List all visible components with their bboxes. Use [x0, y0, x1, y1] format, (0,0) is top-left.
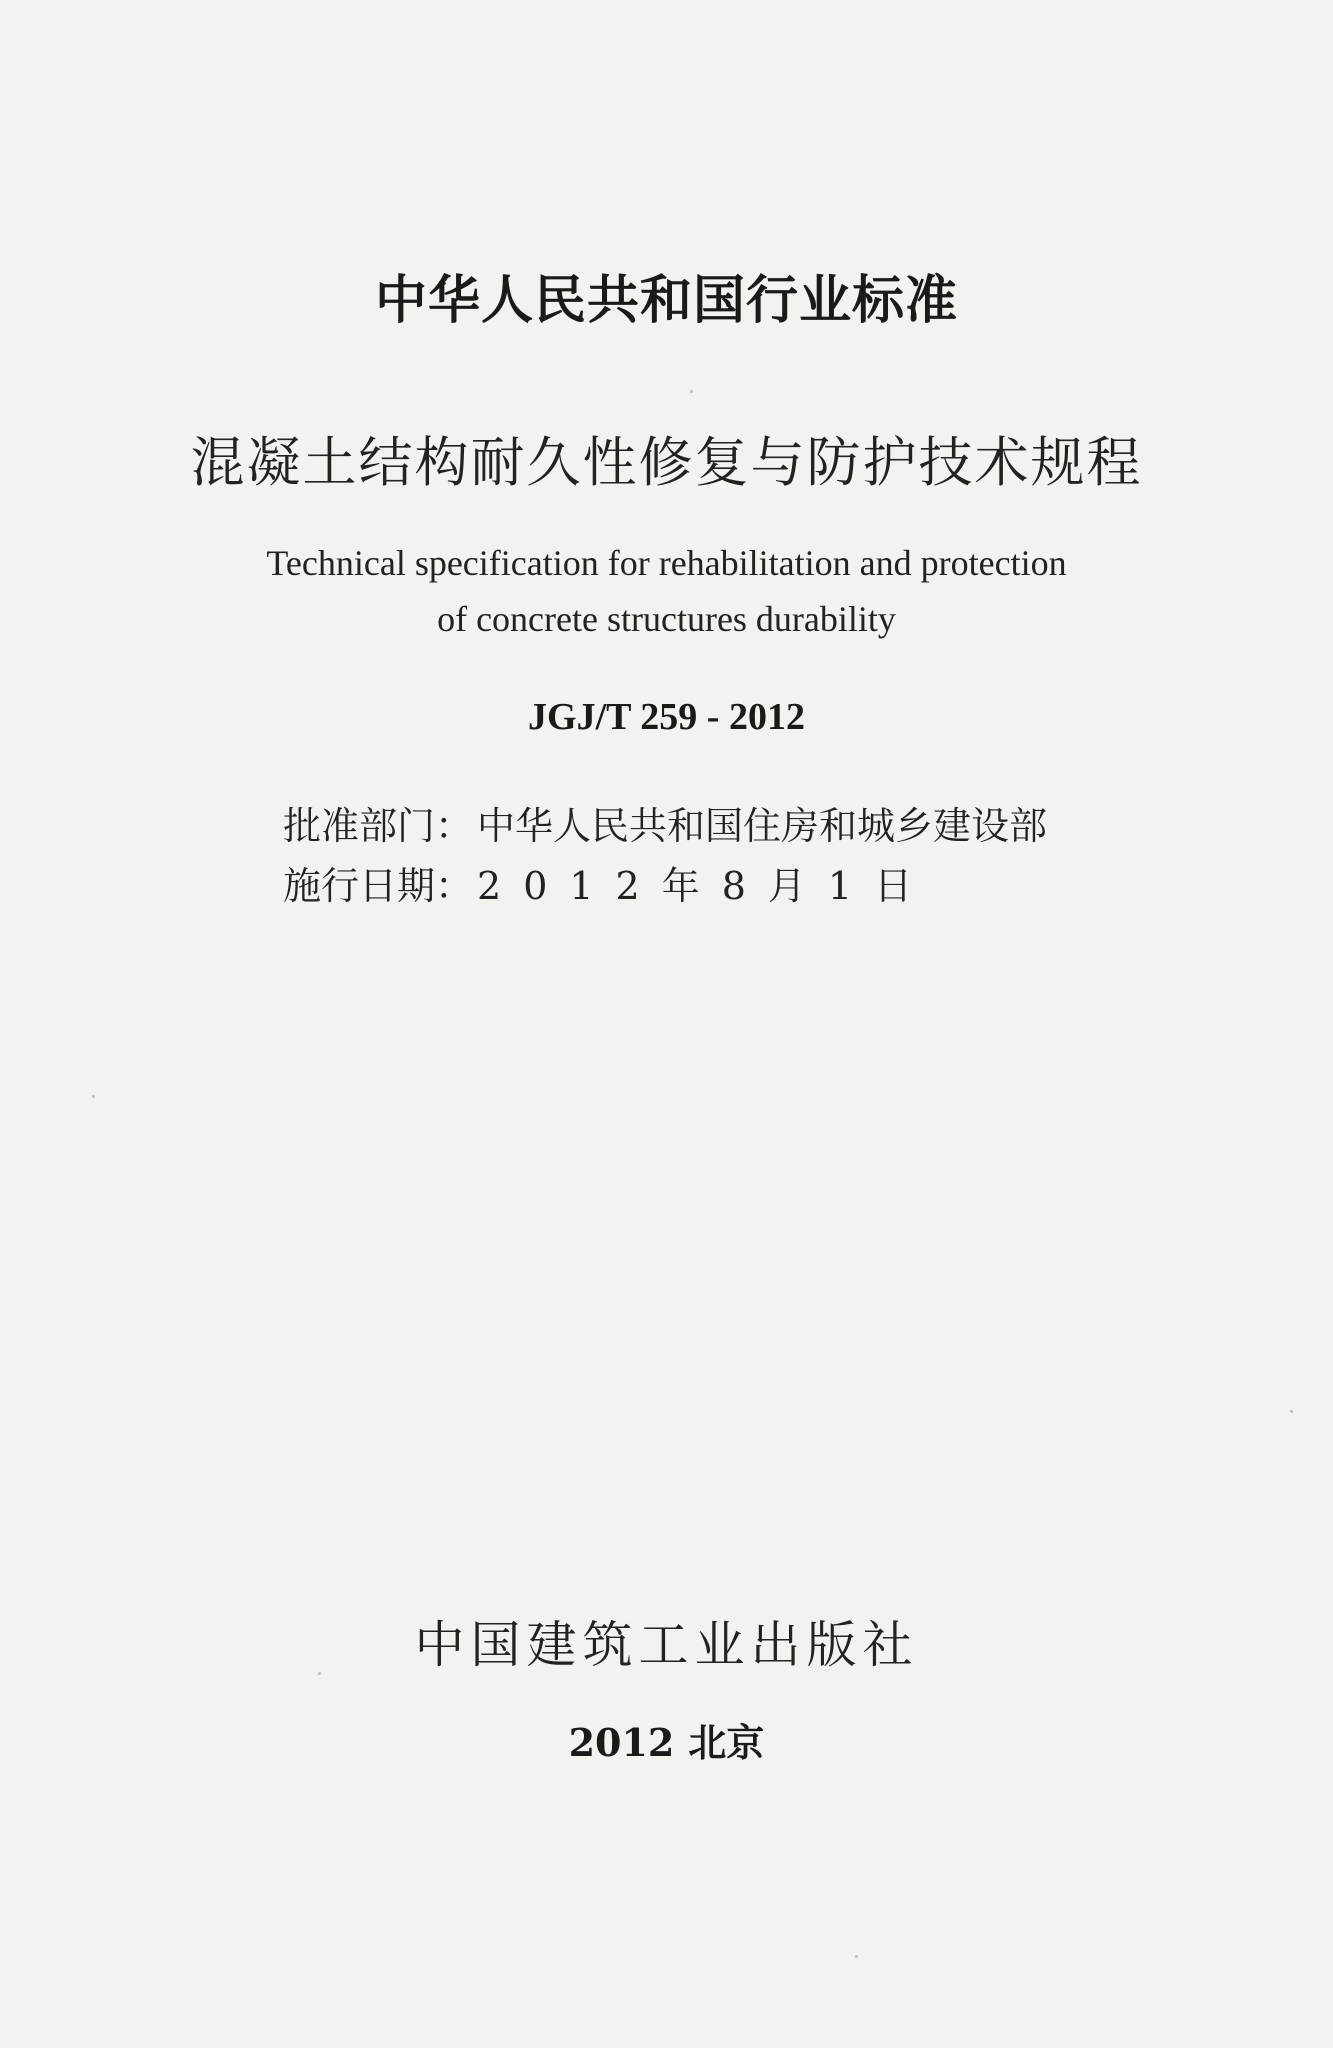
publication-year: 2012 — [568, 1720, 675, 1765]
effective-label: 施行日期： — [283, 864, 474, 908]
approval-label: 批准部门： — [283, 804, 474, 848]
effective-date — [283, 855, 934, 910]
title-english-line-2: of concrete structures durability — [437, 599, 896, 639]
scan-speck — [318, 1672, 321, 1675]
scan-speck — [690, 390, 693, 393]
title-english — [0, 535, 1333, 647]
standard-type: 中华人民共和国行业标准 — [374, 271, 958, 331]
effective-value: 2012年8月1日 — [477, 864, 935, 908]
scan-speck — [1290, 1410, 1293, 1413]
approval-department — [283, 795, 1047, 850]
scan-speck — [855, 1955, 858, 1958]
title-chinese: 混凝土结构耐久性修复与防护技术规程 — [190, 431, 1143, 494]
title-english-line-1: Technical specification for rehabilitation and protection — [266, 543, 1067, 583]
publication-place — [0, 1712, 1333, 1767]
publication-city: 北京 — [688, 1720, 765, 1765]
approval-value: 中华人民共和国住房和城乡建设部 — [477, 804, 1048, 848]
scan-speck — [92, 1095, 95, 1098]
standard-code: JGJ/T 259 - 2012 — [528, 696, 805, 738]
publisher: 中国建筑工业出版社 — [414, 1616, 919, 1674]
